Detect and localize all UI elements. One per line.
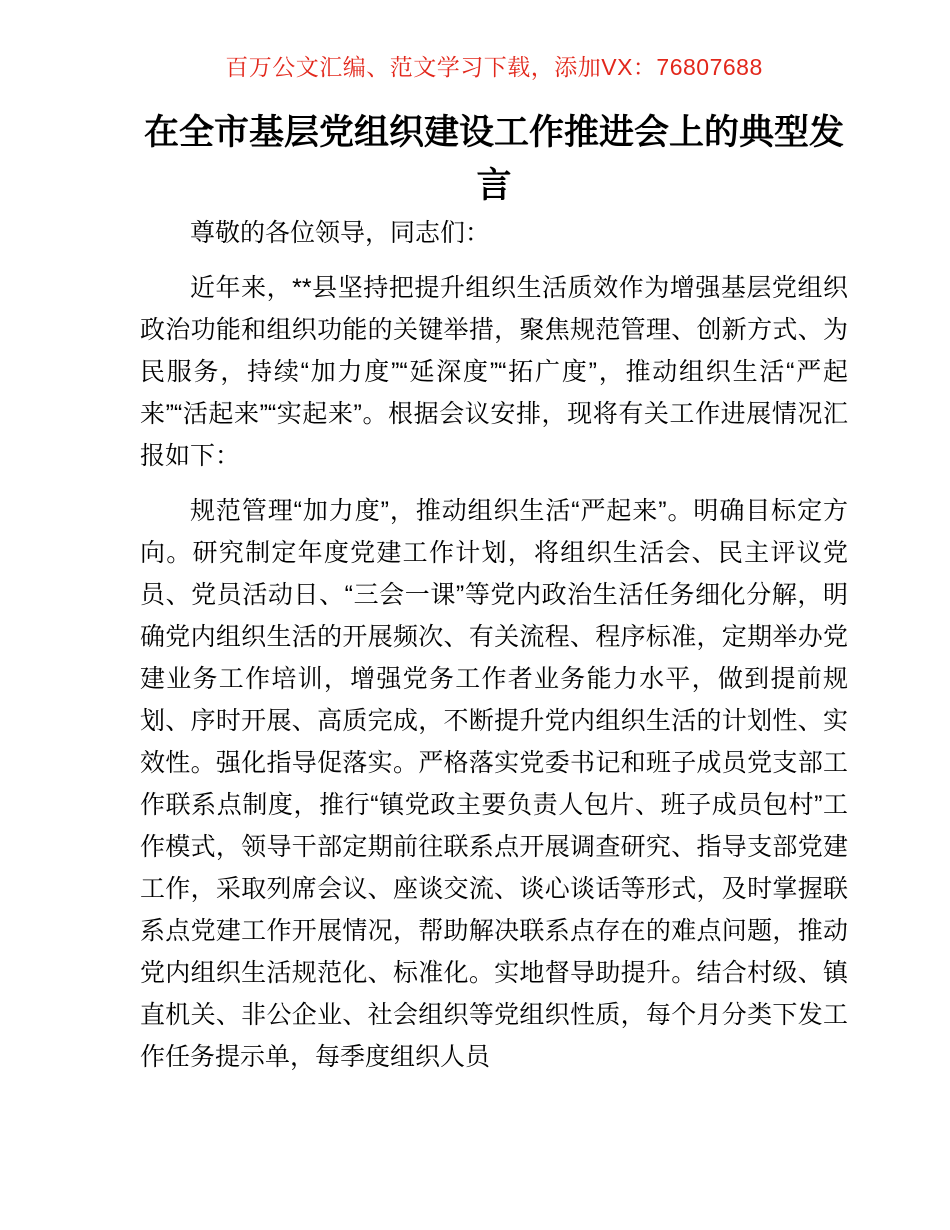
paragraph-greeting: 尊敬的各位领导，同志们：	[190, 219, 491, 247]
document-title: 在全市基层党组织建设工作推进会上的典型发言	[143, 113, 844, 205]
paragraph-intro: 近年来，**县坚持把提升组织生活质效作为增强基层党组织政治功能和组织功能的关键举措，聚焦规范管理、创新方式、为民服务，持续“加力度”“延深度”“拓广度”，推动组织生活“严起来”“活起来”“实起来”。根据会议安排，现将有关工作进展情况汇报如下：	[140, 274, 848, 470]
paragraph-body: 规范管理“加力度”，推动组织生活“严起来”。明确目标定方向。研究制定年度党建工作计划，将组织生活会、民主评议党员、党员活动日、“三会一课”等党内政治生活任务细化分解，明确党内组织生活的开展频次、有关流程、程序标准，定期举办党建业务工作培训，增强党务工作者业务能力水平，做到提前规划、序时开展、高质完成，不断提升党内组织生活的计划性、实效性。强化指导促落实。严格落实党委书记和班子成员党支部工作联系点制度，推行“镇党政主要负责人包片、班子成员包村”工作模式，领导干部定期前往联系点开展调查研究、指导支部党建工作，采取列席会议、座谈交流、谈心谈话等形式，及时掌握联系点党建工作开展情况，帮助解决联系点存在的难点问题，推动党内组织生活规范化、标准化。实地督导助提升。结合村级、镇直机关、非公企业、社会组织等党组织性质，每个月分类下发工作任务提示单，每季度组织人员	[140, 497, 848, 1071]
promo-notice: 百万公文汇编、范文学习下载，添加VX：76807688	[225, 54, 763, 80]
document-body	[140, 212, 848, 1078]
